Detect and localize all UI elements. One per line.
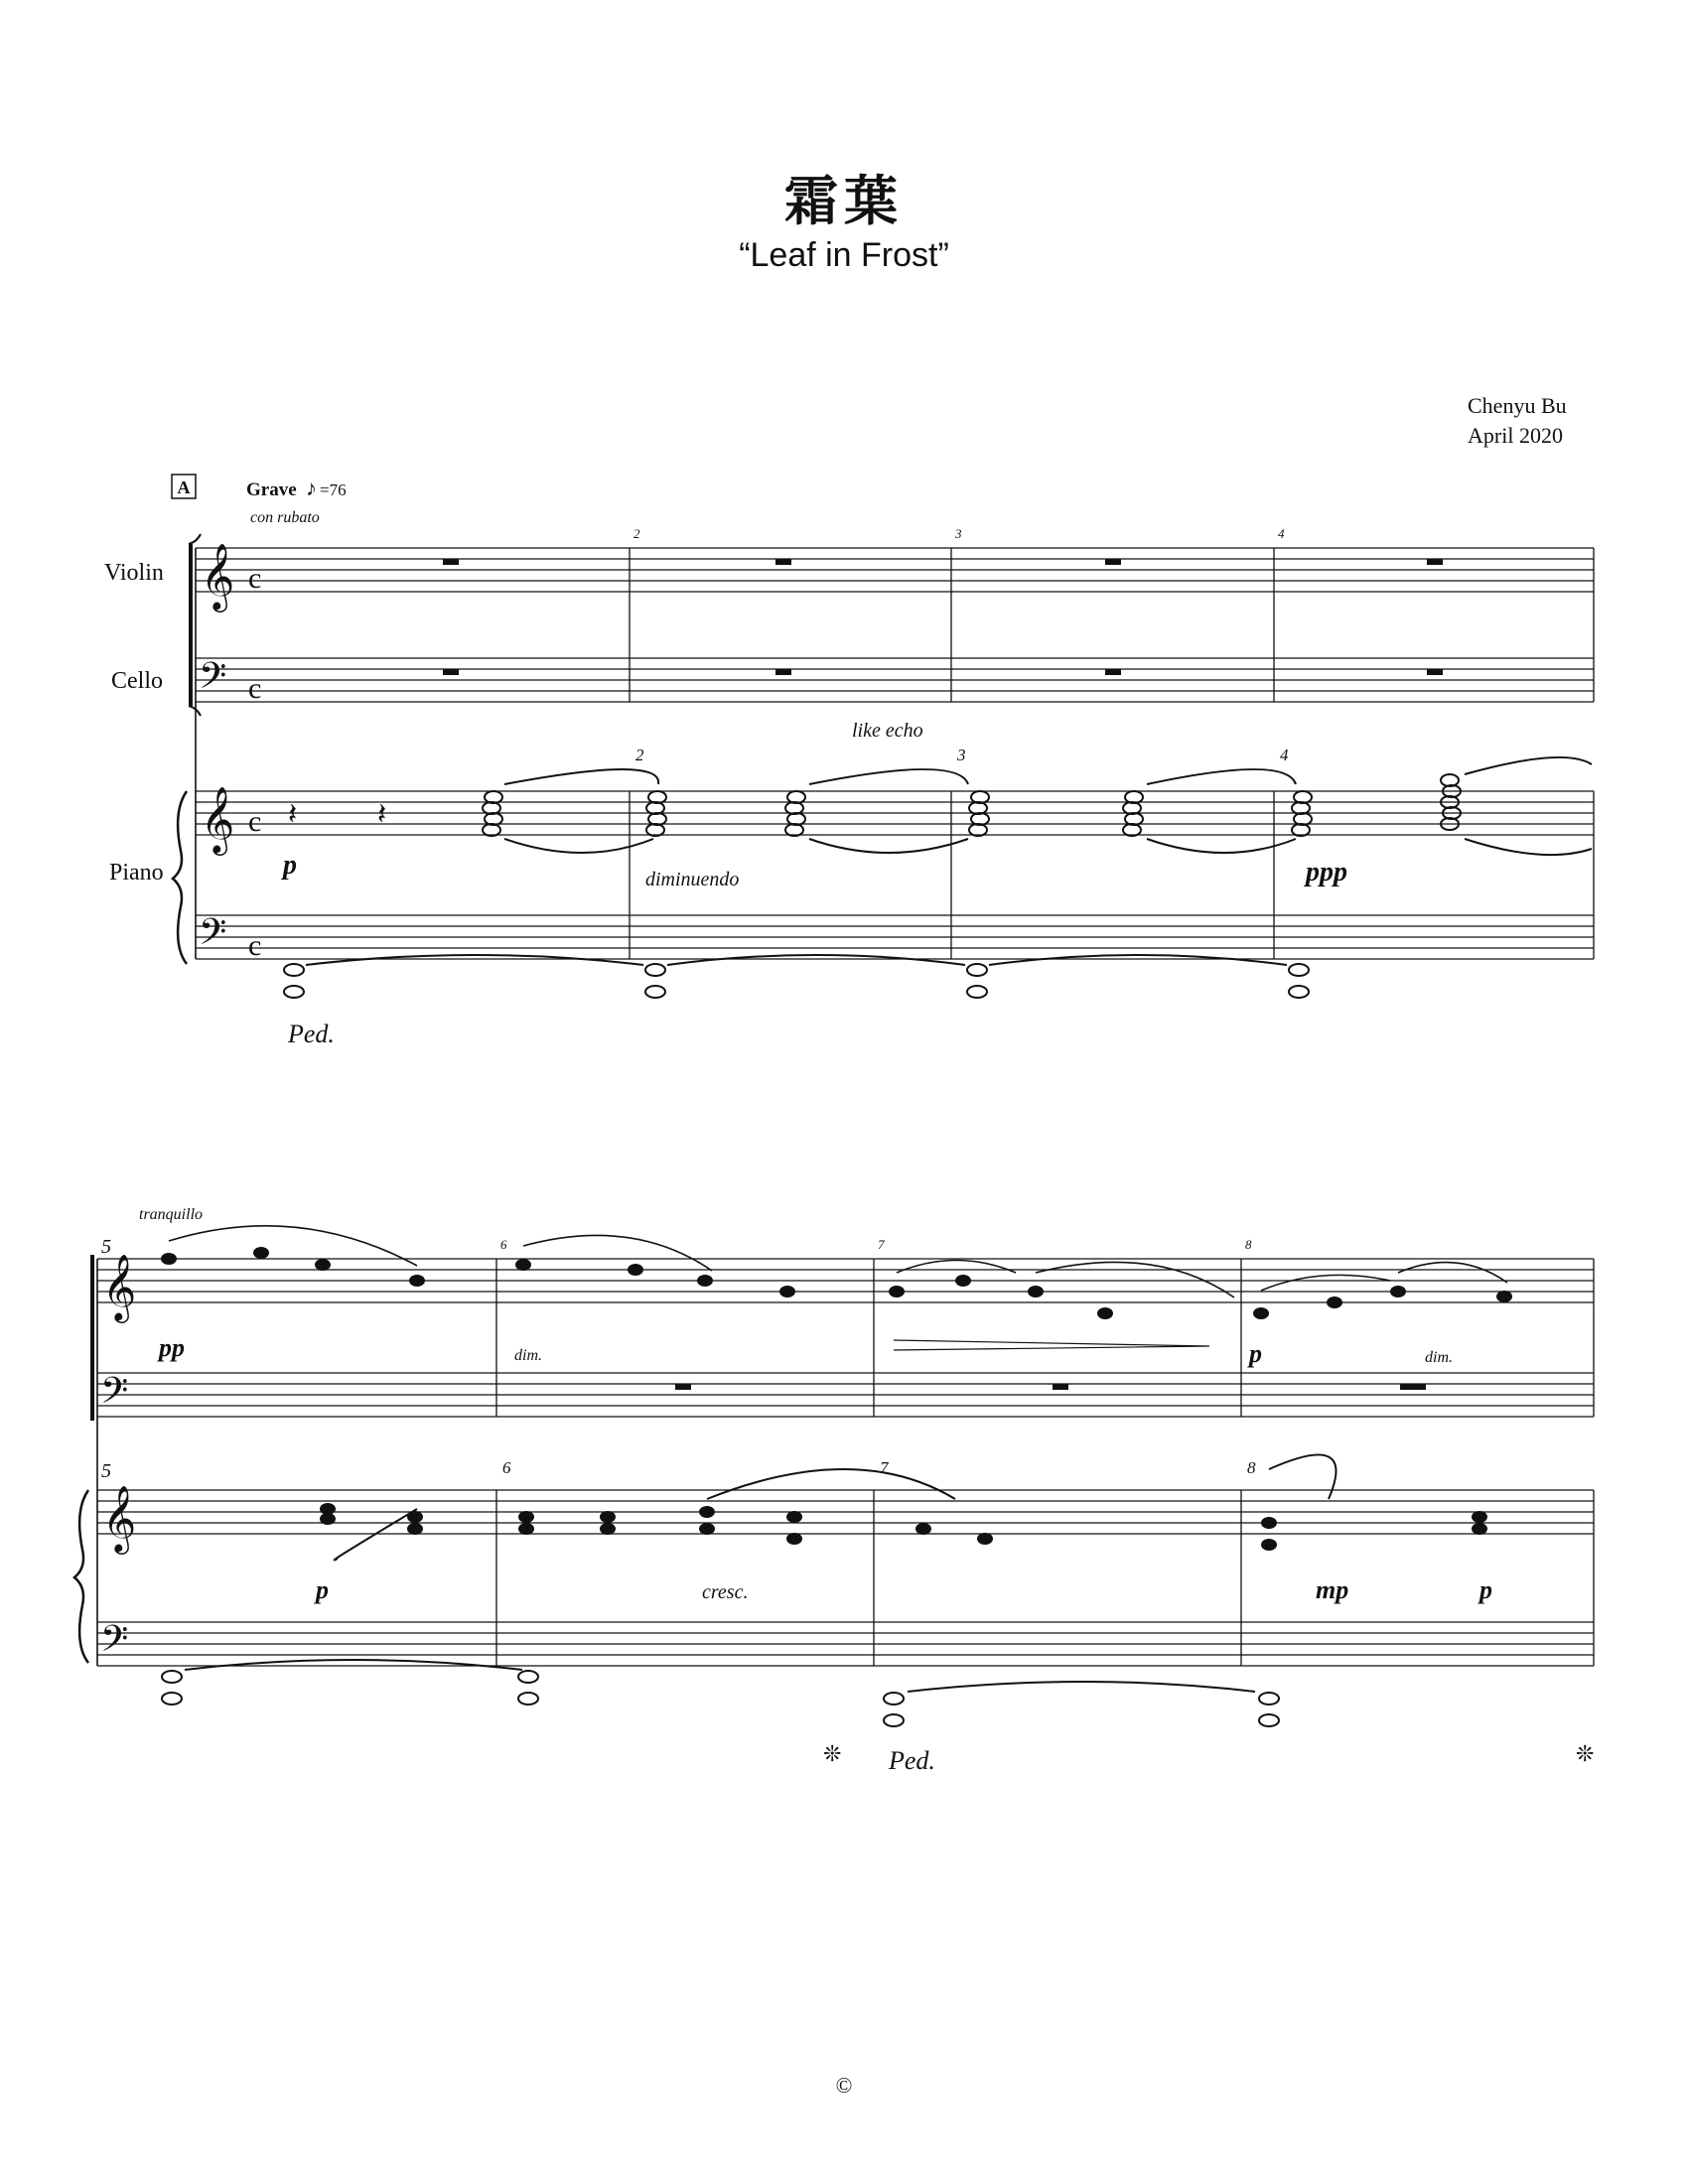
- piano-treble-staff-1: [196, 791, 1594, 835]
- quarter-rest-icon: 𝄽: [288, 798, 298, 831]
- measure-number: 2: [635, 746, 644, 764]
- measure-number: 5: [101, 1460, 111, 1482]
- dynamic-p: p: [283, 850, 297, 881]
- bass-clef-icon: 𝄢: [199, 911, 227, 962]
- violin-staff-1: [196, 548, 1594, 592]
- measure-number: 3: [955, 526, 962, 541]
- dynamic-ppp: ppp: [1306, 857, 1347, 887]
- piano-bass-2: [162, 1454, 1336, 1726]
- expression-tranquillo: tranquillo: [139, 1206, 204, 1223]
- expression-like-echo: like echo: [852, 720, 923, 742]
- treble-clef-icon: 𝄞: [201, 542, 235, 610]
- piano-bass-staff-1: [196, 915, 1594, 959]
- pedal-mark: Ped.: [889, 1746, 935, 1775]
- violin-slurs-2: [169, 1226, 1507, 1350]
- piano-chords-1: [284, 757, 1592, 998]
- measure-number: 8: [1245, 1237, 1252, 1252]
- dynamic-p: p: [1249, 1339, 1262, 1368]
- title-chinese: 霜葉: [784, 170, 904, 232]
- title-english: “Leaf in Frost”: [739, 236, 949, 274]
- copyright: ©: [835, 2073, 853, 2098]
- treble-clef-icon: 𝄞: [102, 1253, 137, 1320]
- measure-number: 6: [502, 1458, 511, 1477]
- expression-con-rubato: con rubato: [250, 509, 320, 526]
- treble-clef-icon: 𝄞: [102, 1484, 137, 1552]
- measure-number: 7: [880, 1458, 889, 1477]
- dynamic-pp: pp: [159, 1333, 185, 1362]
- rehearsal-mark: A: [177, 478, 191, 497]
- piano-chords-2: [320, 1503, 1487, 1551]
- measure-number: 5: [101, 1236, 111, 1258]
- composition-date: April 2020: [1468, 423, 1563, 448]
- eighth-note-icon: ♪: [306, 476, 317, 500]
- instrument-violin: Violin: [104, 560, 164, 586]
- instrument-cello: Cello: [111, 668, 163, 694]
- measure-number: 3: [957, 746, 966, 764]
- composer-name: Chenyu Bu: [1468, 393, 1567, 418]
- pedal-release-icon: ❊: [1576, 1741, 1595, 1766]
- bass-clef-icon: 𝄢: [100, 1618, 129, 1669]
- instrument-piano: Piano: [109, 860, 164, 886]
- measure-number: 8: [1247, 1458, 1256, 1477]
- time-signature: c: [248, 562, 262, 595]
- tempo-value: =76: [320, 480, 347, 499]
- cello-staff-1: [196, 658, 1594, 702]
- bass-clef-icon: 𝄢: [199, 655, 227, 706]
- measure-number: 6: [500, 1237, 507, 1252]
- measure-number: 4: [1280, 746, 1289, 764]
- time-signature: c: [248, 929, 262, 962]
- time-signature: c: [248, 805, 262, 838]
- expression-dim: dim.: [514, 1347, 542, 1364]
- quarter-rest-icon: 𝄽: [377, 798, 387, 831]
- time-signature: c: [248, 672, 262, 705]
- pedal-release-icon: ❊: [823, 1741, 842, 1766]
- expression-dim: dim.: [1425, 1349, 1453, 1366]
- dynamic-p: p: [316, 1575, 329, 1604]
- pedal-mark: Ped.: [288, 1020, 335, 1048]
- measure-number: 2: [633, 526, 640, 541]
- dynamic-p: p: [1479, 1575, 1492, 1604]
- violin-melody-2: [161, 1247, 1512, 1319]
- treble-clef-icon: 𝄞: [201, 785, 235, 853]
- barlines-1: [630, 548, 1594, 959]
- cello-staff-2: [97, 1373, 1594, 1417]
- dynamic-mp: mp: [1316, 1575, 1349, 1604]
- measure-number: 4: [1278, 526, 1285, 541]
- expression-cresc: cresc.: [702, 1581, 749, 1603]
- barlines-2: [496, 1259, 1594, 1666]
- measure-number: 7: [878, 1237, 885, 1252]
- bass-clef-icon: 𝄢: [100, 1370, 129, 1421]
- expression-diminuendo: diminuendo: [645, 869, 740, 890]
- tempo-term: Grave: [246, 479, 297, 500]
